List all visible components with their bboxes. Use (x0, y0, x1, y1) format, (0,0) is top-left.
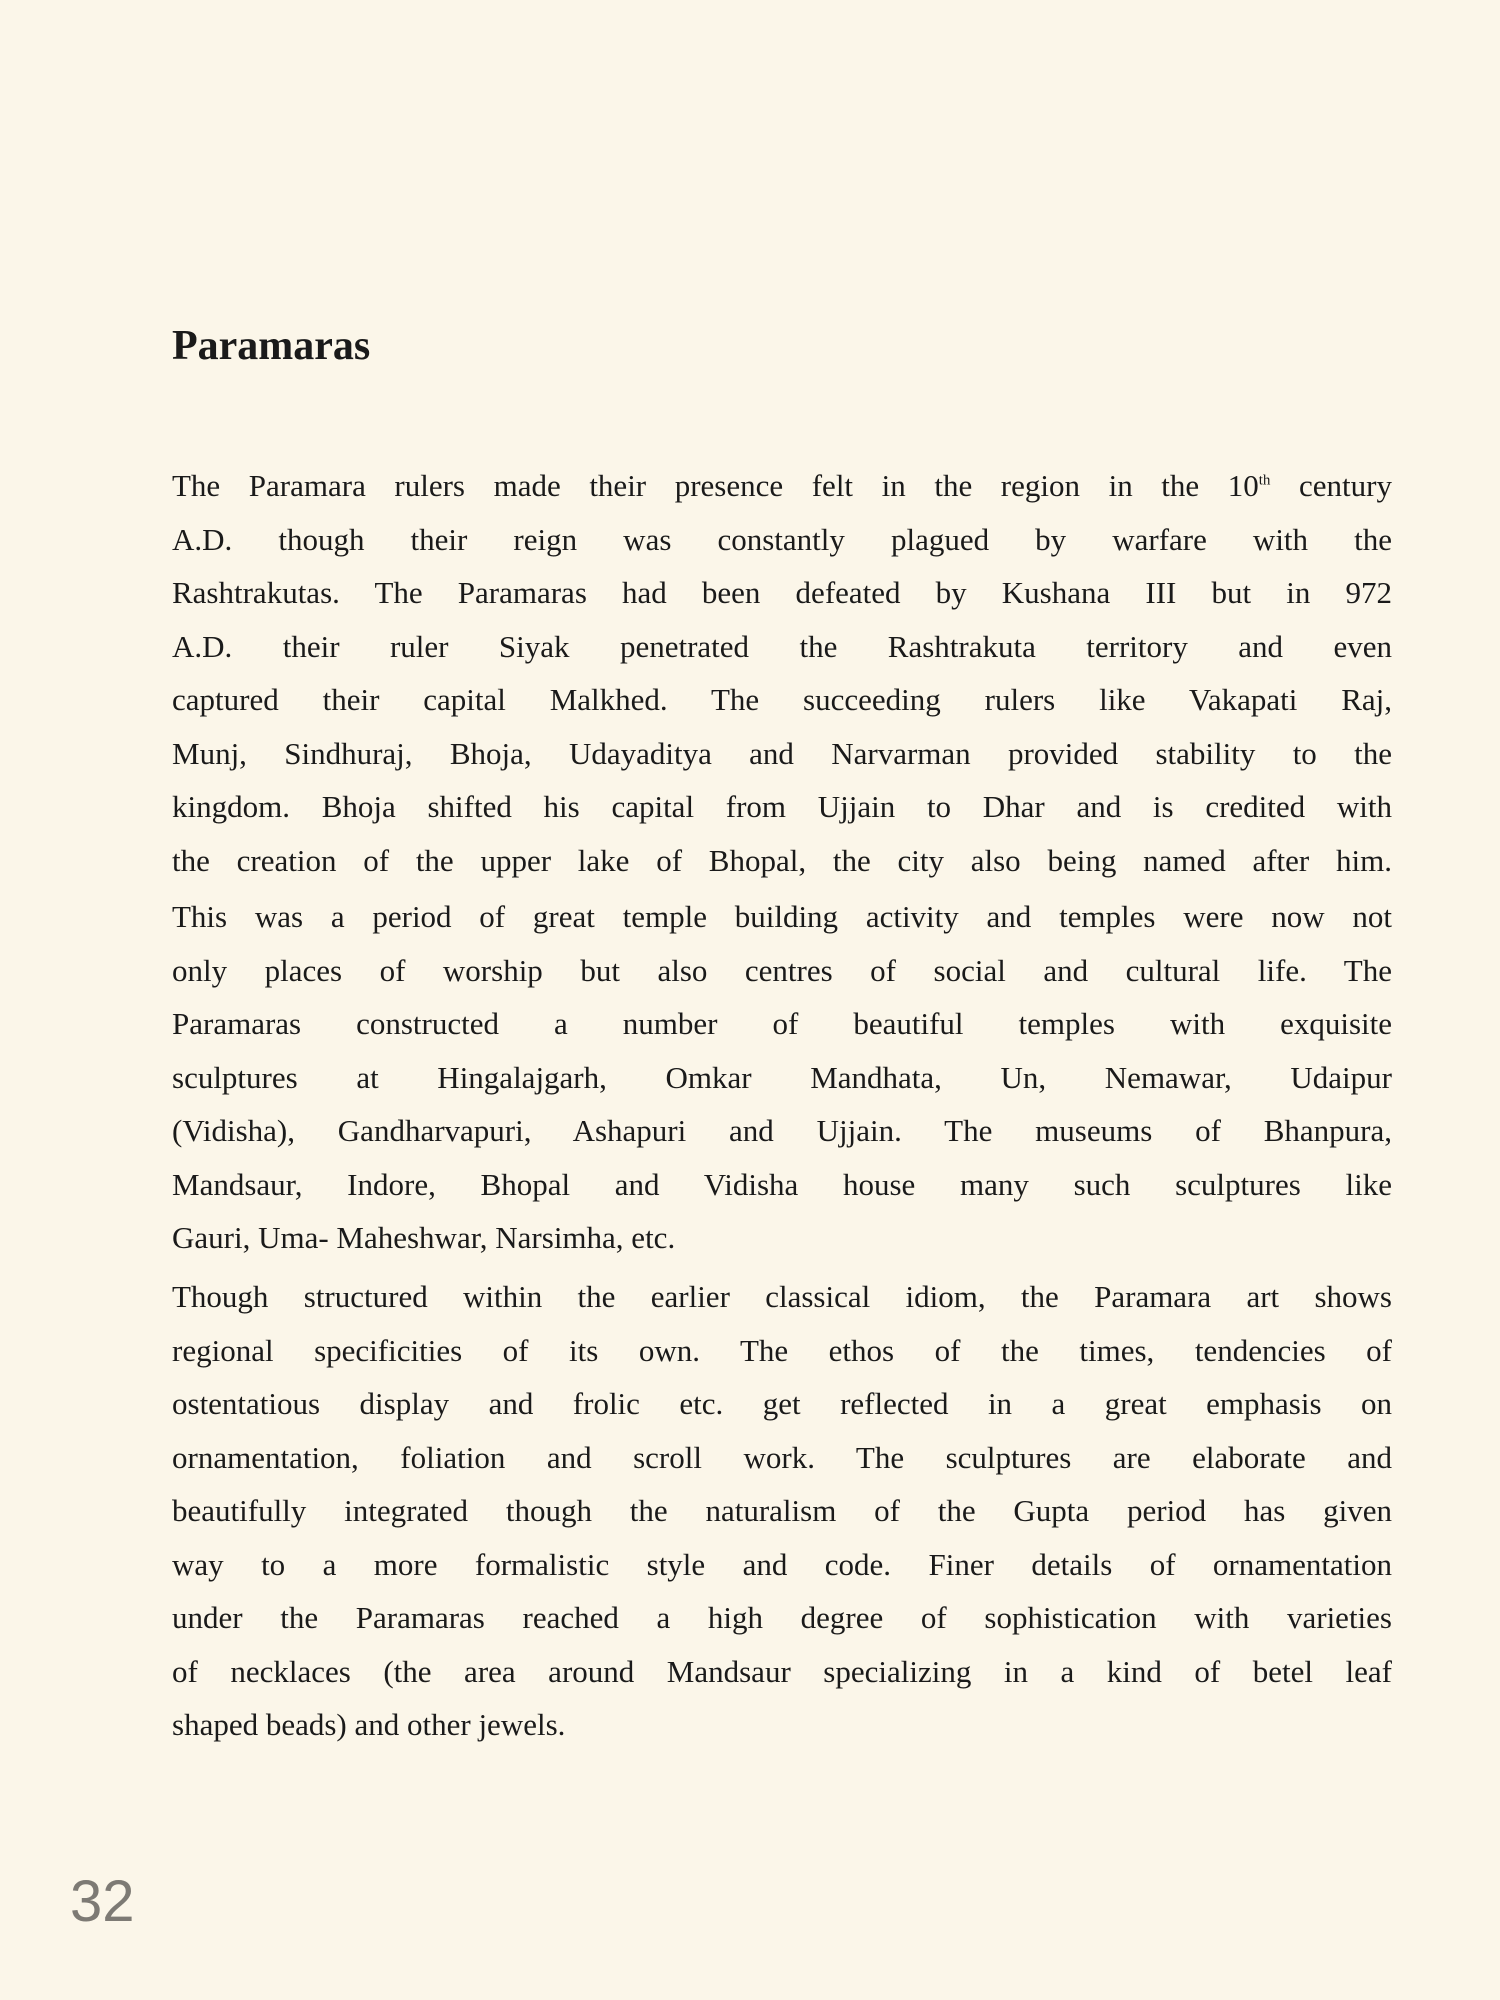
text-line: kingdom. Bhoja shifted his capital from Ujjain to Dhar and is credited with (172, 789, 1392, 824)
text-line: ostentatious display and frolic etc. get reflected in a great emphasis on (172, 1386, 1392, 1421)
text-line: ornamentation, foliation and scroll work. The sculptures are elaborate and (172, 1439, 1392, 1475)
text-line: Rashtrakutas. The Paramaras had been defeated by Kushana III but in 972 (172, 575, 1392, 610)
paragraph-1 (172, 459, 1392, 887)
text-line: shaped beads) and other jewels. (172, 1707, 566, 1742)
text-line: the creation of the upper lake of Bhopal, the city also being named after him. (172, 842, 1392, 878)
text-line: A.D. though their reign was constantly plagued by warfare with the (172, 521, 1392, 557)
text-line: sculptures at Hingalajgarh, Omkar Mandhata, Un, Nemawar, Udaipur (172, 1059, 1392, 1095)
paragraph-2 (172, 890, 1392, 1265)
text-line: Mandsaur, Indore, Bhopal and Vidisha house many such sculptures like (172, 1166, 1392, 1202)
text-line: Gauri, Uma- Maheshwar, Narsimha, etc. (172, 1220, 676, 1255)
text-line: captured their capital Malkhed. The succeeding rulers like Vakapati Raj, (172, 682, 1392, 717)
text-line: Paramaras constructed a number of beautiful temples with exquisite (172, 1006, 1392, 1041)
text-line: way to a more formalistic style and code. Finer details of ornamentation (172, 1546, 1392, 1582)
text-line: Though structured within the earlier classical idiom, the Paramara art shows (172, 1279, 1392, 1314)
section-title: Paramaras (172, 323, 371, 369)
text-line: beautifully integrated though the naturalism of the Gupta period has given (172, 1493, 1392, 1528)
text-line: Munj, Sindhuraj, Bhoja, Udayaditya and Narvarman provided stability to the (172, 735, 1392, 771)
text-line: This was a period of great temple building activity and temples were now not (172, 899, 1392, 934)
text-line: A.D. their ruler Siyak penetrated the Rashtrakuta territory and even (172, 628, 1392, 664)
superscript: th (1258, 472, 1271, 489)
paragraph-3 (172, 1270, 1392, 1752)
text-line: under the Paramaras reached a high degree of sophistication with varieties (172, 1600, 1392, 1635)
text-line (172, 459, 1392, 513)
text-line: regional specificities of its own. The ethos of the times, tendencies of (172, 1332, 1392, 1368)
text-line: of necklaces (the area around Mandsaur specializing in a kind of betel leaf (172, 1653, 1392, 1689)
text-segment: The Paramara rulers made their presence felt in the region in the 10 (172, 468, 1259, 503)
page-number: 32 (70, 1869, 135, 1934)
text-line: only places of worship but also centres of social and cultural life. The (172, 952, 1392, 988)
text-line: (Vidisha), Gandharvapuri, Ashapuri and Ujjain. The museums of Bhanpura, (172, 1113, 1392, 1148)
text-segment: century (1270, 468, 1392, 503)
